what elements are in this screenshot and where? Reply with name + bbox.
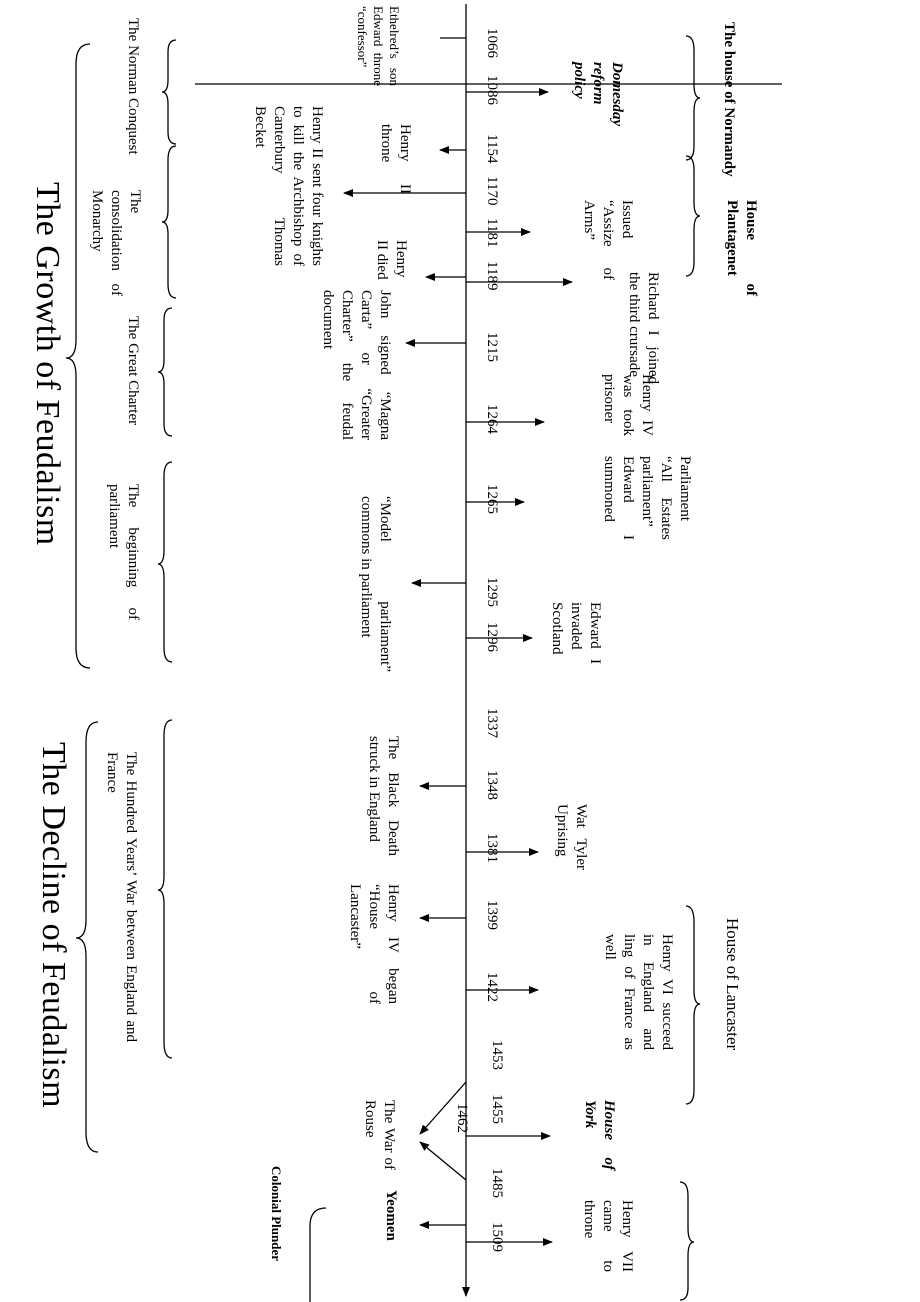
- arrow-1485-diag: [420, 1142, 466, 1180]
- year-1455: 1455: [489, 1094, 505, 1124]
- year-1296: 1296: [484, 622, 500, 652]
- year-1462: 1462: [454, 1103, 470, 1133]
- house-normandy: The house of Normandy: [721, 22, 737, 177]
- period-charter: The Great Charter: [125, 316, 141, 426]
- event-1170: Henry II sent four knights to kill the Archbishop of Canterbury Thomas Becket: [252, 106, 325, 266]
- brace-normandy: [686, 36, 700, 160]
- year-1154: 1154: [484, 134, 500, 164]
- year-1381: 1381: [484, 833, 500, 863]
- event-1086: [569, 62, 626, 142]
- brace-decline: [76, 722, 98, 1152]
- event-1348: The Black Death struck in England: [366, 736, 401, 856]
- label-colonial: Colonial Plunder: [269, 1166, 284, 1261]
- year-1215: 1215: [484, 332, 500, 362]
- year-1509: 1509: [489, 1222, 505, 1252]
- event-1296: Edward I invaded Scotland: [549, 602, 603, 664]
- year-1453: 1453: [489, 1040, 505, 1070]
- year-1295: 1295: [484, 577, 500, 607]
- year-1485: 1485: [489, 1168, 505, 1198]
- period-consolidation: The consolidation of Monarchy: [89, 190, 143, 296]
- event-1181: Issued “Assize of Arms”: [581, 200, 635, 280]
- event-1154: Henry II throne: [378, 124, 413, 194]
- event-1422: Henry VI succeed in England and ling of France as well: [602, 934, 675, 1050]
- brace-lancaster: [686, 906, 700, 1104]
- house-lancaster: House of Lancaster: [723, 918, 742, 1051]
- year-1066: 1066: [484, 28, 500, 58]
- year-1265: 1265: [484, 484, 500, 514]
- brace-parliament: [158, 462, 172, 662]
- event-1189-lower: Henry II died: [374, 240, 409, 280]
- brace-norman: [162, 40, 176, 144]
- event-1399: Henry IV began “House of Lancaster”: [347, 884, 401, 1004]
- house-york: House of York: [582, 1100, 617, 1170]
- title-decline: The Decline of Feudalism: [35, 742, 72, 1109]
- brace-colonial: [310, 1208, 326, 1302]
- brace-hundred: [158, 720, 172, 1058]
- event-1264: Henry IV was took prisoner: [601, 374, 655, 436]
- year-1181: 1181: [484, 218, 500, 248]
- year-1170: 1170: [484, 176, 500, 206]
- event-1381: Wat Tyler Uprising: [554, 804, 589, 870]
- title-growth: The Growth of Feudalism: [29, 182, 66, 546]
- event-1295: “Model parliament” commons in parliament: [358, 496, 393, 672]
- house-plantagenet: House of Plantagenet: [724, 200, 759, 296]
- period-norman: The Norman Conquest: [125, 18, 141, 155]
- event-1189-upper: Richard I joined the third crursade: [626, 272, 661, 384]
- year-1348: 1348: [484, 770, 500, 800]
- year-1337: 1337: [484, 708, 500, 738]
- year-1399: 1399: [484, 900, 500, 930]
- year-1422: 1422: [484, 972, 500, 1002]
- event-1509: Henry VII came to throne: [581, 1200, 635, 1272]
- event-1215: John signed “Magna Carta” or “Greater Charter” the feudal document: [320, 290, 393, 440]
- period-hundred: The Hundred Years’ War between England and France: [104, 752, 139, 1042]
- event-1455-lower: The War of Rouse: [362, 1100, 397, 1170]
- event-1265: Parliament “All Estates parliament” Edward I summoned: [601, 456, 693, 540]
- period-parliament: The beginning of parliament: [106, 484, 141, 620]
- brace-growth: [66, 44, 90, 668]
- event-1086-text: Domesday reform policy: [571, 62, 625, 127]
- year-1264: 1264: [484, 404, 500, 434]
- event-1066: Ethelred’s son Edward throne “confessor”: [355, 6, 402, 86]
- label-yeomen: Yeomen: [383, 1190, 399, 1241]
- year-1086: 1086: [484, 75, 500, 105]
- brace-consolidation: [162, 146, 176, 298]
- brace-charter: [158, 308, 172, 436]
- year-1189: 1189: [484, 261, 500, 291]
- brace-plantagenet: [686, 156, 700, 276]
- brace-henry7: [680, 1182, 694, 1300]
